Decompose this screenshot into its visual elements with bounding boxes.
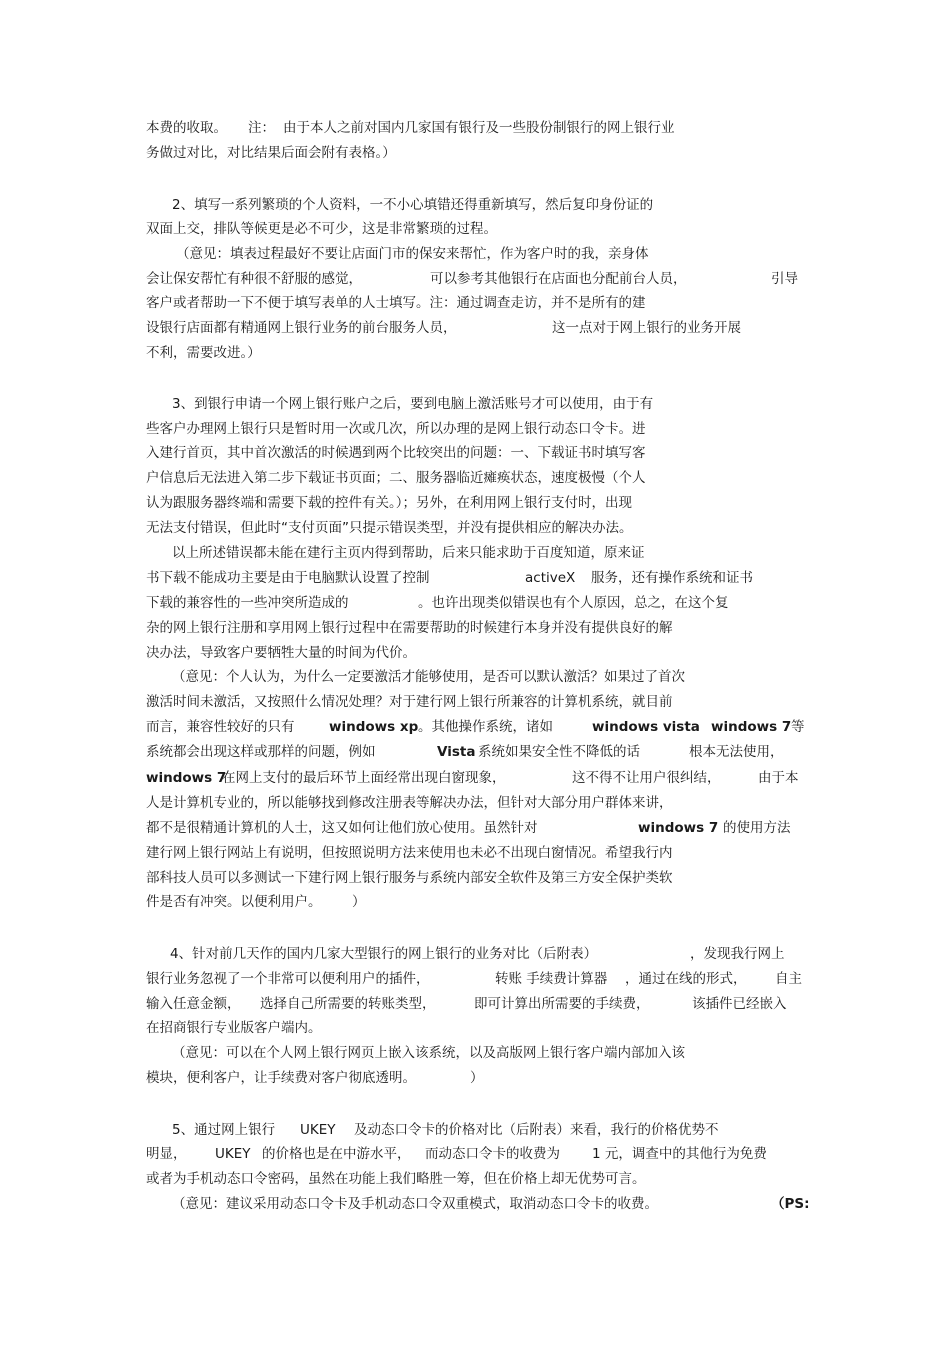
text-span: 根本无法使用， (689, 744, 784, 760)
text-span: 书下载不能成功主要是由于电脑默认设置了控制 (146, 570, 430, 586)
text-span: 这一点对于网上银行的业务开展 (552, 320, 741, 336)
text-span: 注： (248, 120, 275, 136)
text-line: 建行网上银行网站上有说明，但按照说明方法来使用也未必不出现白窗情况。希望我行内 (146, 845, 673, 861)
text-span: 。其他操作系统，诸如 (418, 719, 553, 735)
text-line (146, 893, 322, 911)
text-line (470, 1069, 484, 1087)
text-line (146, 995, 241, 1013)
text-line (591, 569, 753, 587)
text-line (692, 995, 787, 1013)
text-line (430, 270, 687, 288)
text-line (146, 569, 430, 587)
text-line: 人是计算机专业的，所以能够找到修改注册表等解决办法，但针对大部分用户群体来讲， (146, 795, 673, 811)
text-line (146, 594, 349, 612)
text-line: （意见：个人认为，为什么一定要激活才能够使用，是否可以默认激活？如果过了首次 (172, 669, 685, 685)
text-span: 5、通过网上银行 (172, 1122, 276, 1138)
text-line (689, 743, 784, 761)
text-span: 会让保安帮忙有种很不舒服的感觉， (146, 271, 362, 287)
text-span: 都不是很精通计算机的人士，这又如何让他们放心使用。虽然针对 (146, 820, 538, 836)
text-span: 即可计算出所需要的手续费， (474, 996, 650, 1012)
text-span: 的使用方法 (723, 820, 791, 836)
text-line (146, 319, 457, 337)
text-span: 本费的收取。 (146, 120, 227, 136)
text-span: 引导 (771, 271, 798, 287)
text-line (248, 119, 275, 137)
text-line (425, 1145, 560, 1163)
text-line (146, 743, 376, 761)
text-span: 的价格也是在中游水平， (262, 1146, 411, 1162)
text-span: Vista (437, 744, 476, 760)
text-line (592, 1145, 767, 1163)
text-line (771, 270, 798, 288)
text-span: windows 7 (638, 820, 719, 836)
text-line: 或者为手机动态口令密码，虽然在功能上我们略胜一筹，但在价格上却无优势可言。 (146, 1171, 646, 1187)
text-span: 这不得不让用户很纠结， (572, 770, 721, 786)
text-span: 而动态口令卡的收费为 (425, 1146, 560, 1162)
text-line (592, 718, 700, 736)
text-line (146, 718, 295, 736)
text-line (572, 769, 721, 787)
text-line (146, 769, 226, 787)
text-line (552, 319, 741, 337)
text-line (711, 718, 791, 736)
text-span: 1 元，调查中的其他行为免费 (592, 1146, 767, 1162)
text-line (771, 1195, 810, 1213)
text-span: 而言，兼容性较好的只有 (146, 719, 295, 735)
text-line (775, 970, 802, 988)
text-span: 由于本 (758, 770, 799, 786)
text-line (146, 270, 362, 288)
text-line: 客户或者帮助一下不便于填写表单的人士填写。注：通过调查走访，并不是所有的建 (146, 295, 646, 311)
text-span: windows vista (592, 719, 700, 735)
text-span: UKEY (215, 1146, 251, 1162)
text-span: ，发现我行网上 (690, 946, 785, 962)
text-span: 等 (791, 719, 805, 735)
text-line (215, 1145, 251, 1163)
text-span: 由于本人之前对国内几家国有银行及一些股份制银行的网上银行业 (283, 120, 675, 136)
text-line (146, 119, 227, 137)
text-span: windows 7 (711, 719, 792, 735)
text-line (283, 119, 675, 137)
text-line (146, 819, 538, 837)
text-line: 杂的网上银行注册和享用网上银行过程中在需要帮助的时候建行本身并没有提供良好的解 (146, 620, 673, 636)
text-line (690, 945, 785, 963)
text-span: 及动态口令卡的价格对比（后附表）来看，我行的价格优势不 (354, 1122, 719, 1138)
text-span: （意见：建议采用动态口令卡及手机动态口令双重模式，取消动态口令卡的收费。 (172, 1196, 658, 1212)
text-span: 4、针对前几天作的国内几家大型银行的网上银行的业务对比（后附表） (170, 946, 598, 962)
text-line (260, 995, 436, 1013)
text-line: 双面上交，排队等候更是必不可少，这是非常繁琐的过程。 (146, 221, 497, 237)
text-span: ） (352, 894, 366, 910)
text-line (146, 1069, 416, 1087)
text-span: activeX (525, 570, 576, 586)
text-line (437, 743, 475, 761)
text-line (791, 718, 805, 736)
text-line (723, 819, 791, 837)
text-line (262, 1145, 411, 1163)
text-span: 银行业务忽视了一个非常可以便利用户的插件， (146, 971, 430, 987)
text-line: 些客户办理网上银行只是暂时用一次或几次，所以办理的是网上银行动态口令卡。进 (146, 421, 646, 437)
text-line: 部科技人员可以多测试一下建行网上银行服务与系统内部安全软件及第三方安全保护类软 (146, 870, 673, 886)
text-span: 可以参考其他银行在店面也分配前台人员， (430, 271, 687, 287)
text-span: 自主 (775, 971, 802, 987)
text-line (172, 1195, 658, 1213)
text-line: 激活时间未激活，又按照什么情况处理？对于建行网上银行所兼容的计算机系统，就目前 (146, 694, 673, 710)
text-line (638, 819, 718, 837)
text-line (474, 995, 650, 1013)
text-span: ，通过在线的形式， (625, 971, 747, 987)
text-line (222, 769, 506, 787)
text-span: 服务，还有操作系统和证书 (591, 570, 753, 586)
text-line (354, 1121, 719, 1139)
text-line (352, 893, 366, 911)
text-span: 转账 手续费计算器 (495, 971, 608, 987)
text-line: 无法支付错误，但此时“支付页面”只提示错误类型，并没有提供相应的解决办法。 (146, 520, 633, 536)
text-line (418, 718, 553, 736)
text-span: 明显， (146, 1146, 187, 1162)
text-line: 以上所述错误都未能在建行主页内得到帮助，后来只能求助于百度知道，原来证 (172, 545, 645, 561)
text-line (329, 718, 418, 736)
text-line (625, 970, 747, 988)
text-line (495, 970, 607, 988)
text-line (146, 1145, 187, 1163)
text-line (478, 743, 640, 761)
text-span: 输入任意金额， (146, 996, 241, 1012)
text-line: 入建行首页，其中首次激活的时候遇到两个比较突出的问题：一、下载证书时填写客 (146, 445, 646, 461)
text-line (172, 1121, 275, 1139)
text-span: windows 7 (146, 770, 227, 786)
text-line (758, 769, 799, 787)
text-span: UKEY (300, 1122, 336, 1138)
text-line: （意见：填表过程最好不要让店面门市的保安来帮忙，作为客户时的我，亲身体 (176, 246, 649, 262)
text-line (418, 594, 729, 612)
text-span: 该插件已经嵌入 (692, 996, 787, 1012)
text-span: 选择自己所需要的转账类型， (260, 996, 436, 1012)
text-span: 设银行店面都有精通网上银行业务的前台服务人员， (146, 320, 457, 336)
text-span: 系统都会出现这样或那样的问题，例如 (146, 744, 376, 760)
text-line (170, 945, 597, 963)
text-line: 决办法，导致客户要牺牲大量的时间为代价。 (146, 645, 416, 661)
text-span: 系统如果安全性不降低的话 (478, 744, 640, 760)
text-span: 下载的兼容性的一些冲突所造成的 (146, 595, 349, 611)
text-span: 。也许出现类似错误也有个人原因，总之，在这个复 (418, 595, 729, 611)
text-line (300, 1121, 336, 1139)
text-line: （意见：可以在个人网上银行网页上嵌入该系统，以及高版网上银行客户端内部加入该 (172, 1045, 685, 1061)
text-span: 模块，便利客户，让手续费对客户彻底透明。 (146, 1070, 416, 1086)
text-span: ） (470, 1070, 484, 1086)
text-line (525, 569, 575, 587)
text-line: 认为跟服务器终端和需要下载的控件有关。）；另外，在利用网上银行支付时，出现 (146, 495, 632, 511)
text-line: 2、填写一系列繁琐的个人资料，一不小心填错还得重新填写，然后复印身份证的 (172, 197, 654, 213)
text-line: 3、到银行申请一个网上银行账户之后，要到电脑上激活账号才可以使用，由于有 (172, 396, 654, 412)
text-line (146, 970, 430, 988)
text-span: 件是否有冲突。以便利用户。 (146, 894, 322, 910)
text-span: 在网上支付的最后环节上面经常出现白窗现象， (222, 770, 506, 786)
text-span: windows xp (329, 719, 419, 735)
text-line: 在招商银行专业版客户端内。 (146, 1020, 322, 1036)
text-line: 不利，需要改进。） (146, 345, 261, 361)
text-line: 户信息后无法进入第二步下载证书页面；二、服务器临近瘫痪状态，速度极慢（个人 (146, 470, 646, 486)
text-line: 务做过对比，对比结果后面会附有表格。） (146, 145, 396, 161)
text-span: （PS: (771, 1196, 810, 1212)
